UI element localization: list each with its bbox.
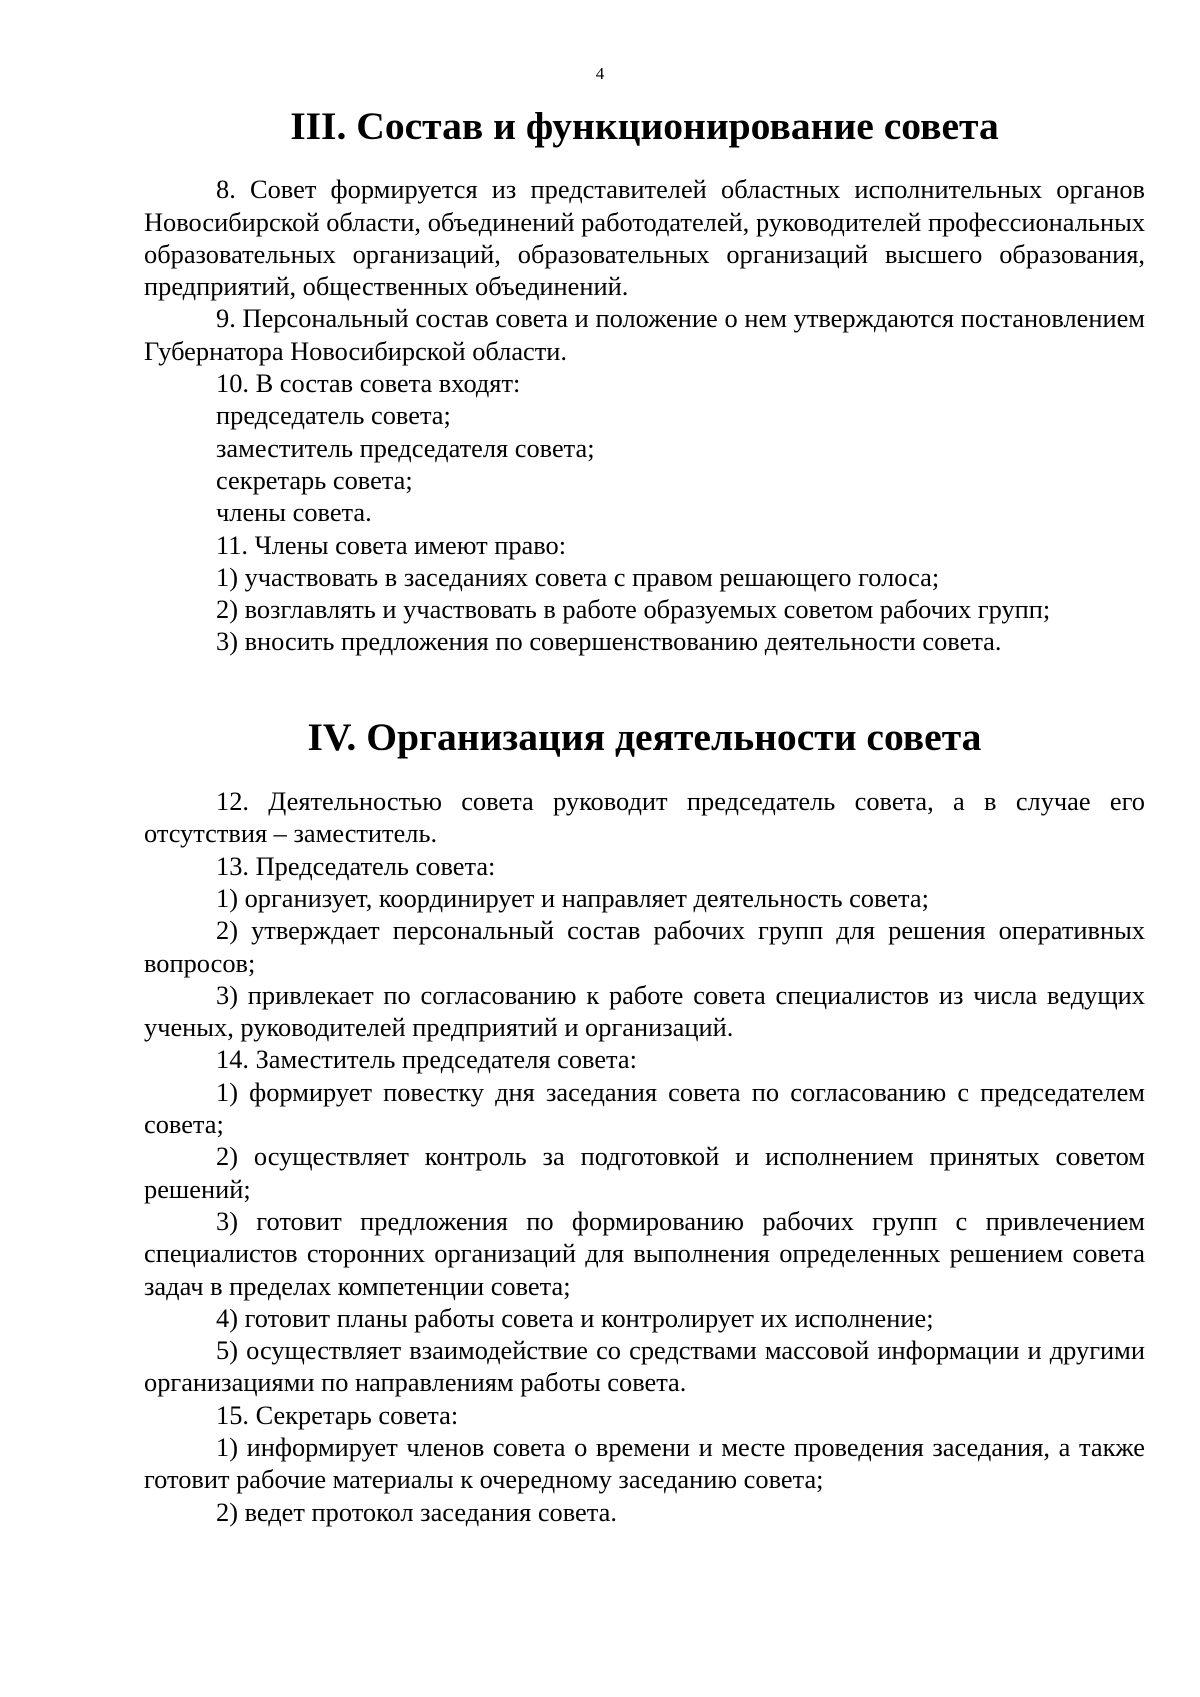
document-body [144,104,1145,1528]
list-item: 2) утверждает персональный состав рабочих групп для решения оперативных вопросов; [144,915,1145,978]
list-item: 5) осуществляет взаимодействие со средствами массовой информации и другими организациями по направлениям работы совета. [144,1335,1145,1398]
list-item: 3) вносить предложения по совершенствованию деятельности совета. [216,626,1002,657]
list-item: 4) готовит планы работы совета и контролирует их исполнение; [216,1302,934,1333]
clause-15: 15. Секретарь совета: [216,1399,459,1430]
list-item: председатель совета; [216,400,451,431]
list-item: 1) участвовать в заседаниях совета с правом решающего голоса; [216,561,940,592]
list-item: члены совета. [216,497,372,528]
list-item: 2) ведет протокол заседания совета. [216,1496,617,1527]
clause-8: 8. Совет формируется из представителей областных исполнительных органов Новосибирской области, объединений работодателей, руководителей профессиональных образовательных организаций, образовательных организаций высшего образования, предприятий, общественных объединений. [144,174,1145,302]
page-number: 4 [595,64,605,83]
list-item: 3) привлекает по согласованию к работе совета специалистов из числа ведущих ученых, руководителей предприятий и организаций. [144,979,1145,1043]
section-4-body [144,785,1145,1528]
list-item: 1) организует, координирует и направляет деятельность совета; [216,882,929,913]
list-item: заместитель председателя совета; [216,432,595,463]
clause-11: 11. Члены совета имеют право: [216,529,567,560]
clause-10: 10. В состав совета входят: [216,368,521,399]
list-item: 3) готовит предложения по формированию рабочих групп с привлечением специалистов сторонних организаций для выполнения определенных решением совета задач в пределах компетенции совета; [144,1205,1145,1301]
clause-9: 9. Персональный состав совета и положение о нем утверждаются постановлением Губернатора Новосибирской области. [144,303,1145,366]
clause-13: 13. Председатель совета: [216,850,496,881]
list-item: 2) осуществляет контроль за подготовкой и исполнением принятых советом решений; [144,1141,1145,1204]
section-3-body [144,173,1145,657]
clause-12: 12. Деятельностью совета руководит председатель совета, а в случае его отсутствия – заместитель. [144,786,1145,849]
list-item: секретарь совета; [216,464,413,495]
clause-14: 14. Заместитель председателя совета: [216,1044,637,1075]
section-heading-4: IV. Организация деятельности совета [307,714,982,759]
list-item: 1) формирует повестку дня заседания совета по согласованию с председателем совета; [144,1076,1145,1140]
list-item: 2) возглавлять и участвовать в работе образуемых советом рабочих групп; [216,594,1051,625]
section-heading-3: III. Состав и функционирование совета [290,104,999,148]
list-item: 1) информирует членов совета о времени и месте проведения заседания, а также готовит рабочие материалы к очередному заседанию совета; [144,1431,1145,1495]
